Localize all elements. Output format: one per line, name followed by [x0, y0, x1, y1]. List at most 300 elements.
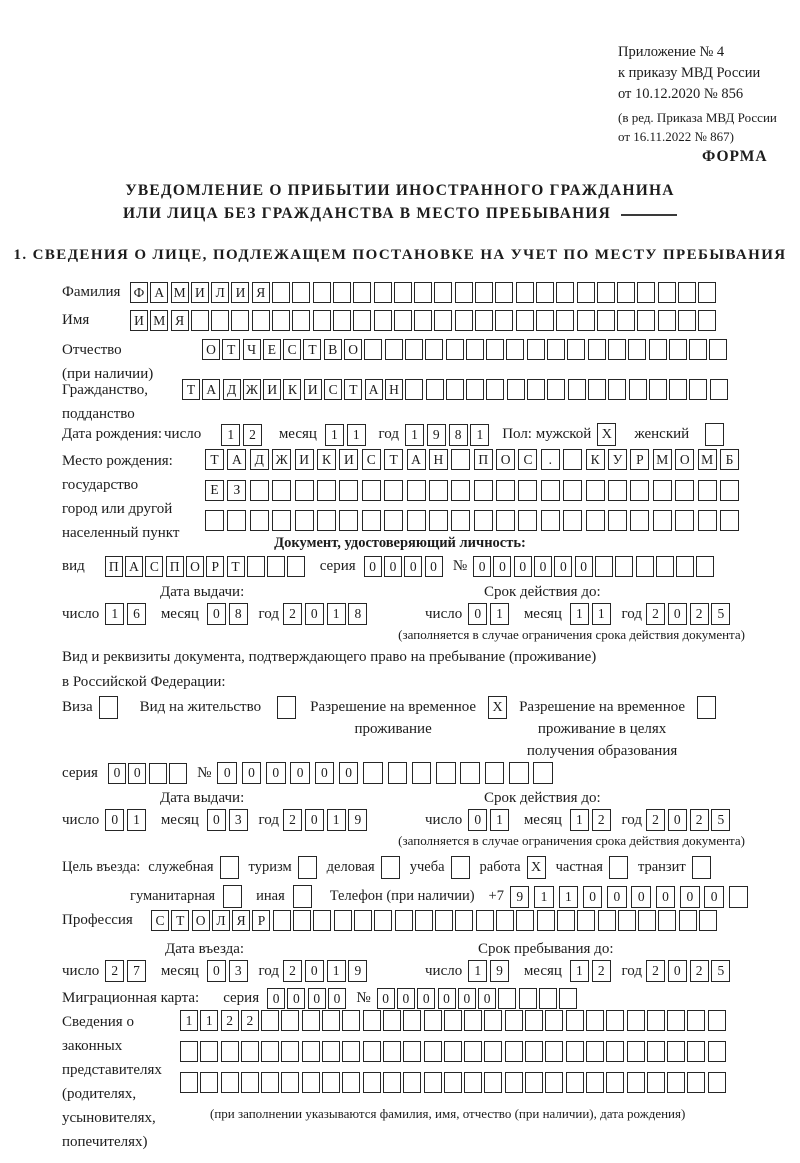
- form-cell[interactable]: 1: [570, 603, 589, 625]
- form-cell[interactable]: 0: [308, 988, 326, 1009]
- form-cell[interactable]: [451, 856, 470, 879]
- form-cell[interactable]: [261, 1041, 279, 1062]
- form-cell[interactable]: 9: [348, 809, 367, 831]
- form-cell[interactable]: 0: [656, 886, 676, 908]
- form-cell[interactable]: [385, 339, 403, 360]
- form-cell[interactable]: [636, 556, 654, 577]
- form-cell[interactable]: 0: [384, 556, 402, 577]
- form-cell[interactable]: [322, 1010, 340, 1031]
- form-cell[interactable]: [708, 1010, 726, 1031]
- form-cell[interactable]: [577, 282, 595, 303]
- form-cell[interactable]: [525, 1010, 543, 1031]
- form-cell[interactable]: [353, 310, 371, 331]
- form-cell[interactable]: 0: [583, 886, 603, 908]
- form-cell[interactable]: 5: [711, 603, 730, 625]
- form-cell[interactable]: [720, 480, 739, 501]
- form-cell[interactable]: Н: [385, 379, 403, 400]
- form-cell[interactable]: [566, 1072, 584, 1093]
- form-cell[interactable]: [272, 310, 290, 331]
- form-cell[interactable]: [426, 379, 444, 400]
- form-cell[interactable]: [302, 1010, 320, 1031]
- form-cell[interactable]: [415, 910, 433, 931]
- form-cell[interactable]: [518, 510, 537, 531]
- form-cell[interactable]: [381, 856, 400, 879]
- form-cell[interactable]: [697, 696, 716, 719]
- form-cell[interactable]: [627, 1010, 645, 1031]
- form-cell[interactable]: Т: [344, 379, 362, 400]
- form-cell[interactable]: Т: [222, 339, 240, 360]
- form-cell[interactable]: 0: [305, 960, 324, 982]
- form-cell[interactable]: [518, 480, 537, 501]
- form-cell[interactable]: [692, 856, 711, 879]
- form-cell[interactable]: [424, 1041, 442, 1062]
- form-cell[interactable]: [678, 310, 696, 331]
- form-cell[interactable]: [374, 910, 392, 931]
- form-cell[interactable]: 2: [646, 603, 665, 625]
- form-cell[interactable]: [627, 1041, 645, 1062]
- form-cell[interactable]: [647, 1041, 665, 1062]
- form-cell[interactable]: [464, 1072, 482, 1093]
- form-cell[interactable]: 0: [397, 988, 415, 1009]
- form-cell[interactable]: 9: [510, 886, 530, 908]
- form-cell[interactable]: О: [675, 449, 694, 470]
- form-cell[interactable]: [649, 339, 667, 360]
- form-cell[interactable]: 0: [242, 762, 262, 784]
- form-cell[interactable]: [509, 762, 529, 784]
- form-cell[interactable]: [394, 310, 412, 331]
- form-cell[interactable]: Я: [232, 910, 250, 931]
- form-cell[interactable]: П: [474, 449, 493, 470]
- form-cell[interactable]: [557, 910, 575, 931]
- form-cell[interactable]: 9: [490, 960, 509, 982]
- form-cell[interactable]: Ж: [272, 449, 291, 470]
- form-cell[interactable]: 1: [327, 809, 346, 831]
- form-cell[interactable]: [475, 310, 493, 331]
- form-cell[interactable]: [606, 1010, 624, 1031]
- form-cell[interactable]: [656, 556, 674, 577]
- form-cell[interactable]: [588, 379, 606, 400]
- form-cell[interactable]: Я: [252, 282, 270, 303]
- form-cell[interactable]: [536, 282, 554, 303]
- form-cell[interactable]: Т: [227, 556, 245, 577]
- form-cell[interactable]: К: [283, 379, 301, 400]
- form-cell[interactable]: П: [166, 556, 184, 577]
- form-cell[interactable]: [595, 556, 613, 577]
- form-cell[interactable]: [618, 910, 636, 931]
- form-cell[interactable]: 0: [468, 809, 487, 831]
- form-cell[interactable]: [451, 449, 470, 470]
- form-cell[interactable]: С: [145, 556, 163, 577]
- form-cell[interactable]: 0: [668, 960, 687, 982]
- form-cell[interactable]: [272, 282, 290, 303]
- form-cell[interactable]: [281, 1041, 299, 1062]
- form-cell[interactable]: Д: [250, 449, 269, 470]
- form-cell[interactable]: [698, 310, 716, 331]
- form-cell[interactable]: [627, 1072, 645, 1093]
- form-cell[interactable]: X: [597, 423, 616, 446]
- form-cell[interactable]: [568, 379, 586, 400]
- form-cell[interactable]: [414, 282, 432, 303]
- form-cell[interactable]: 2: [690, 809, 709, 831]
- form-cell[interactable]: [317, 480, 336, 501]
- form-cell[interactable]: [169, 763, 187, 784]
- form-cell[interactable]: [486, 339, 504, 360]
- form-cell[interactable]: 1: [470, 424, 489, 446]
- form-cell[interactable]: Ж: [243, 379, 261, 400]
- form-cell[interactable]: [466, 339, 484, 360]
- form-cell[interactable]: X: [527, 856, 546, 879]
- form-cell[interactable]: 5: [711, 809, 730, 831]
- form-cell[interactable]: 1: [490, 603, 509, 625]
- form-cell[interactable]: [708, 1041, 726, 1062]
- form-cell[interactable]: [247, 556, 265, 577]
- form-cell[interactable]: [292, 282, 310, 303]
- form-cell[interactable]: [506, 339, 524, 360]
- form-cell[interactable]: [547, 379, 565, 400]
- form-cell[interactable]: Р: [206, 556, 224, 577]
- form-cell[interactable]: [200, 1072, 218, 1093]
- form-cell[interactable]: И: [130, 310, 148, 331]
- form-cell[interactable]: 0: [704, 886, 724, 908]
- form-cell[interactable]: [505, 1041, 523, 1062]
- form-cell[interactable]: [277, 696, 296, 719]
- form-cell[interactable]: [567, 339, 585, 360]
- form-cell[interactable]: 0: [668, 603, 687, 625]
- form-cell[interactable]: 0: [267, 988, 285, 1009]
- form-cell[interactable]: [638, 910, 656, 931]
- form-cell[interactable]: 0: [217, 762, 237, 784]
- form-cell[interactable]: .: [541, 449, 560, 470]
- form-cell[interactable]: 6: [127, 603, 146, 625]
- form-cell[interactable]: [647, 1010, 665, 1031]
- form-cell[interactable]: Т: [303, 339, 321, 360]
- form-cell[interactable]: [628, 339, 646, 360]
- form-cell[interactable]: [658, 310, 676, 331]
- form-cell[interactable]: [696, 556, 714, 577]
- form-cell[interactable]: [609, 856, 628, 879]
- form-cell[interactable]: 1: [534, 886, 554, 908]
- form-cell[interactable]: [653, 480, 672, 501]
- form-cell[interactable]: [322, 1072, 340, 1093]
- form-cell[interactable]: [698, 510, 717, 531]
- form-cell[interactable]: [563, 480, 582, 501]
- form-cell[interactable]: 1: [105, 603, 124, 625]
- form-cell[interactable]: [363, 1010, 381, 1031]
- form-cell[interactable]: [597, 282, 615, 303]
- form-cell[interactable]: С: [518, 449, 537, 470]
- form-cell[interactable]: И: [231, 282, 249, 303]
- form-cell[interactable]: [384, 480, 403, 501]
- form-cell[interactable]: [464, 1041, 482, 1062]
- form-cell[interactable]: [649, 379, 667, 400]
- form-cell[interactable]: [516, 310, 534, 331]
- form-cell[interactable]: [507, 379, 525, 400]
- form-cell[interactable]: 0: [668, 809, 687, 831]
- form-cell[interactable]: [429, 480, 448, 501]
- form-cell[interactable]: И: [304, 379, 322, 400]
- form-cell[interactable]: М: [698, 449, 717, 470]
- form-cell[interactable]: [250, 510, 269, 531]
- form-cell[interactable]: [342, 1072, 360, 1093]
- form-cell[interactable]: [414, 310, 432, 331]
- form-cell[interactable]: [608, 510, 627, 531]
- form-cell[interactable]: 0: [514, 556, 532, 577]
- form-cell[interactable]: [720, 510, 739, 531]
- form-cell[interactable]: [537, 910, 555, 931]
- form-cell[interactable]: [425, 339, 443, 360]
- form-cell[interactable]: 0: [417, 988, 435, 1009]
- form-cell[interactable]: [424, 1072, 442, 1093]
- form-cell[interactable]: 0: [493, 556, 511, 577]
- form-cell[interactable]: [667, 1072, 685, 1093]
- form-cell[interactable]: И: [191, 282, 209, 303]
- form-cell[interactable]: С: [324, 379, 342, 400]
- form-cell[interactable]: 2: [592, 960, 611, 982]
- form-cell[interactable]: [292, 310, 310, 331]
- form-cell[interactable]: 3: [229, 809, 248, 831]
- form-cell[interactable]: [434, 310, 452, 331]
- form-cell[interactable]: [608, 379, 626, 400]
- form-cell[interactable]: [403, 1072, 421, 1093]
- form-cell[interactable]: [708, 1072, 726, 1093]
- form-cell[interactable]: [516, 910, 534, 931]
- form-cell[interactable]: 0: [473, 556, 491, 577]
- form-cell[interactable]: 0: [680, 886, 700, 908]
- form-cell[interactable]: 7: [127, 960, 146, 982]
- form-cell[interactable]: [464, 1010, 482, 1031]
- form-cell[interactable]: А: [365, 379, 383, 400]
- form-cell[interactable]: 0: [305, 603, 324, 625]
- form-cell[interactable]: [527, 379, 545, 400]
- form-cell[interactable]: [687, 1010, 705, 1031]
- form-cell[interactable]: [597, 310, 615, 331]
- form-cell[interactable]: [484, 1072, 502, 1093]
- form-cell[interactable]: [474, 510, 493, 531]
- form-cell[interactable]: [563, 510, 582, 531]
- form-cell[interactable]: [586, 1041, 604, 1062]
- form-cell[interactable]: [466, 379, 484, 400]
- form-cell[interactable]: [485, 762, 505, 784]
- form-cell[interactable]: [446, 339, 464, 360]
- form-cell[interactable]: [302, 1041, 320, 1062]
- form-cell[interactable]: [545, 1072, 563, 1093]
- form-cell[interactable]: [405, 379, 423, 400]
- form-cell[interactable]: [407, 510, 426, 531]
- form-cell[interactable]: 0: [290, 762, 310, 784]
- form-cell[interactable]: [374, 282, 392, 303]
- form-cell[interactable]: [223, 885, 242, 908]
- form-cell[interactable]: А: [227, 449, 246, 470]
- form-cell[interactable]: [200, 1041, 218, 1062]
- form-cell[interactable]: [313, 310, 331, 331]
- form-cell[interactable]: И: [295, 449, 314, 470]
- form-cell[interactable]: [342, 1010, 360, 1031]
- form-cell[interactable]: [261, 1072, 279, 1093]
- form-cell[interactable]: [541, 510, 560, 531]
- form-cell[interactable]: [586, 1072, 604, 1093]
- form-cell[interactable]: 2: [646, 960, 665, 982]
- form-cell[interactable]: Е: [205, 480, 224, 501]
- form-cell[interactable]: [211, 310, 229, 331]
- form-cell[interactable]: [339, 510, 358, 531]
- form-cell[interactable]: [354, 910, 372, 931]
- form-cell[interactable]: [241, 1041, 259, 1062]
- form-cell[interactable]: [334, 910, 352, 931]
- form-cell[interactable]: Н: [429, 449, 448, 470]
- form-cell[interactable]: Т: [205, 449, 224, 470]
- form-cell[interactable]: О: [186, 556, 204, 577]
- form-cell[interactable]: [231, 310, 249, 331]
- form-cell[interactable]: О: [496, 449, 515, 470]
- form-cell[interactable]: [383, 1041, 401, 1062]
- form-cell[interactable]: [412, 762, 432, 784]
- form-cell[interactable]: [675, 480, 694, 501]
- form-cell[interactable]: [536, 310, 554, 331]
- form-cell[interactable]: Р: [252, 910, 270, 931]
- form-cell[interactable]: [699, 910, 717, 931]
- form-cell[interactable]: 0: [377, 988, 395, 1009]
- form-cell[interactable]: 2: [690, 603, 709, 625]
- form-cell[interactable]: [637, 282, 655, 303]
- form-cell[interactable]: [205, 510, 224, 531]
- form-cell[interactable]: [586, 510, 605, 531]
- form-cell[interactable]: Я: [171, 310, 189, 331]
- form-cell[interactable]: Т: [182, 379, 200, 400]
- form-cell[interactable]: 0: [207, 960, 226, 982]
- form-cell[interactable]: [608, 480, 627, 501]
- form-cell[interactable]: [496, 510, 515, 531]
- form-cell[interactable]: [446, 379, 464, 400]
- form-cell[interactable]: [687, 1041, 705, 1062]
- form-cell[interactable]: [545, 1010, 563, 1031]
- form-cell[interactable]: [525, 1072, 543, 1093]
- form-cell[interactable]: 2: [221, 1010, 239, 1031]
- form-cell[interactable]: 2: [283, 603, 302, 625]
- form-cell[interactable]: [374, 310, 392, 331]
- form-cell[interactable]: [545, 1041, 563, 1062]
- form-cell[interactable]: 0: [305, 809, 324, 831]
- form-cell[interactable]: [563, 449, 582, 470]
- form-cell[interactable]: Д: [223, 379, 241, 400]
- form-cell[interactable]: 2: [592, 809, 611, 831]
- form-cell[interactable]: 1: [200, 1010, 218, 1031]
- form-cell[interactable]: 1: [180, 1010, 198, 1031]
- form-cell[interactable]: [302, 1072, 320, 1093]
- form-cell[interactable]: А: [150, 282, 168, 303]
- form-cell[interactable]: И: [339, 449, 358, 470]
- form-cell[interactable]: [475, 282, 493, 303]
- form-cell[interactable]: С: [283, 339, 301, 360]
- form-cell[interactable]: [250, 480, 269, 501]
- form-cell[interactable]: Е: [263, 339, 281, 360]
- form-cell[interactable]: И: [263, 379, 281, 400]
- form-cell[interactable]: [689, 339, 707, 360]
- form-cell[interactable]: 0: [575, 556, 593, 577]
- form-cell[interactable]: [455, 910, 473, 931]
- form-cell[interactable]: [669, 339, 687, 360]
- form-cell[interactable]: [474, 480, 493, 501]
- form-cell[interactable]: Т: [384, 449, 403, 470]
- form-cell[interactable]: 9: [427, 424, 446, 446]
- form-cell[interactable]: М: [171, 282, 189, 303]
- form-cell[interactable]: 0: [287, 988, 305, 1009]
- form-cell[interactable]: [339, 480, 358, 501]
- form-cell[interactable]: Л: [212, 910, 230, 931]
- form-cell[interactable]: 8: [449, 424, 468, 446]
- form-cell[interactable]: [444, 1010, 462, 1031]
- form-cell[interactable]: Ф: [130, 282, 148, 303]
- form-cell[interactable]: [527, 339, 545, 360]
- form-cell[interactable]: [435, 910, 453, 931]
- form-cell[interactable]: [293, 885, 312, 908]
- form-cell[interactable]: [588, 339, 606, 360]
- form-cell[interactable]: [451, 480, 470, 501]
- form-cell[interactable]: З: [227, 480, 246, 501]
- form-cell[interactable]: [362, 510, 381, 531]
- form-cell[interactable]: [676, 556, 694, 577]
- form-cell[interactable]: О: [192, 910, 210, 931]
- form-cell[interactable]: [687, 1072, 705, 1093]
- form-cell[interactable]: [298, 856, 317, 879]
- form-cell[interactable]: [460, 762, 480, 784]
- form-cell[interactable]: [384, 510, 403, 531]
- form-cell[interactable]: Ч: [243, 339, 261, 360]
- form-cell[interactable]: [586, 1010, 604, 1031]
- form-cell[interactable]: [383, 1010, 401, 1031]
- form-cell[interactable]: У: [608, 449, 627, 470]
- form-cell[interactable]: [252, 310, 270, 331]
- form-cell[interactable]: [444, 1041, 462, 1062]
- form-cell[interactable]: [667, 1010, 685, 1031]
- form-cell[interactable]: Л: [211, 282, 229, 303]
- form-cell[interactable]: [221, 1041, 239, 1062]
- form-cell[interactable]: [629, 379, 647, 400]
- form-cell[interactable]: 1: [127, 809, 146, 831]
- form-cell[interactable]: [505, 1010, 523, 1031]
- form-cell[interactable]: [191, 310, 209, 331]
- form-cell[interactable]: [241, 1072, 259, 1093]
- form-cell[interactable]: 1: [559, 886, 579, 908]
- form-cell[interactable]: 0: [425, 556, 443, 577]
- form-cell[interactable]: [525, 1041, 543, 1062]
- form-cell[interactable]: Р: [630, 449, 649, 470]
- form-cell[interactable]: [630, 480, 649, 501]
- form-cell[interactable]: [653, 510, 672, 531]
- form-cell[interactable]: А: [125, 556, 143, 577]
- form-cell[interactable]: 1: [570, 960, 589, 982]
- form-cell[interactable]: 0: [631, 886, 651, 908]
- form-cell[interactable]: [220, 856, 239, 879]
- form-cell[interactable]: [363, 762, 383, 784]
- form-cell[interactable]: [434, 282, 452, 303]
- form-cell[interactable]: [287, 556, 305, 577]
- form-cell[interactable]: [227, 510, 246, 531]
- form-cell[interactable]: [495, 310, 513, 331]
- form-cell[interactable]: [608, 339, 626, 360]
- form-cell[interactable]: 1: [325, 424, 344, 446]
- form-cell[interactable]: [180, 1041, 198, 1062]
- form-cell[interactable]: [388, 762, 408, 784]
- form-cell[interactable]: [658, 282, 676, 303]
- form-cell[interactable]: [333, 310, 351, 331]
- form-cell[interactable]: 1: [221, 424, 240, 446]
- form-cell[interactable]: 1: [405, 424, 424, 446]
- form-cell[interactable]: [556, 310, 574, 331]
- form-cell[interactable]: 0: [364, 556, 382, 577]
- form-cell[interactable]: 0: [554, 556, 572, 577]
- form-cell[interactable]: [281, 1072, 299, 1093]
- form-cell[interactable]: [484, 1010, 502, 1031]
